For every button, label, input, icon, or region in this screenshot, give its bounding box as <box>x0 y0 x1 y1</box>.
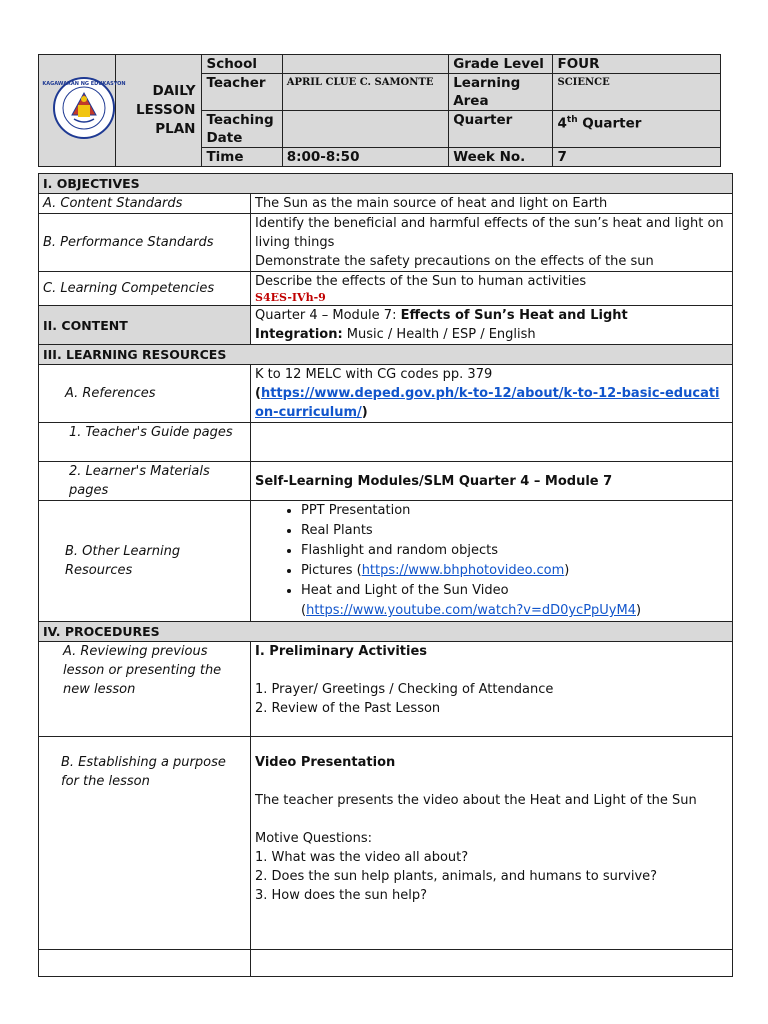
procedure-b-label: B. Establishing a purpose for the lesson <box>39 737 251 950</box>
performance-standards-value: Identify the beneficial and harmful effects of the sun’s heat and light on living things Demonstrate the safety precautions on the effects of the sun <box>251 214 733 272</box>
procedure-b-value: Video Presentation The teacher presents the video about the Heat and Light of the Sun Motive Questions: 1. What was the video all about? 2. Does the sun help plants, animals, and humans to survive? 3. How does the sun help? <box>251 737 733 950</box>
references-value: K to 12 MELC with CG codes pp. 379 (https://www.deped.gov.ph/k-to-12/about/k-to-12-basic-education-curriculum/) <box>251 365 733 423</box>
learners-materials-label: 2. Learner's Materials pages <box>39 462 251 501</box>
learning-competencies-label: C. Learning Competencies <box>39 272 251 306</box>
list-item: • Heat and Light of the Sun Video (https://www.youtube.com/watch?v=dD0ycPpUyM4) <box>301 581 728 621</box>
week-label: Week No. <box>449 148 553 167</box>
list-item: • PPT Presentation <box>301 501 728 521</box>
section-content: II. CONTENT <box>39 306 251 345</box>
competency-code: S4ES-IVh-9 <box>255 291 326 304</box>
empty-cell <box>251 950 733 977</box>
deped-seal-icon <box>39 63 126 153</box>
quarter-value: 4th Quarter <box>553 111 721 148</box>
header-table <box>38 54 721 167</box>
bhphoto-link[interactable]: https://www.bhphotovideo.com <box>361 563 565 578</box>
svg-text:KAGAWARAN NG EDUKASYON: KAGAWARAN NG EDUKASYON <box>42 81 126 87</box>
youtube-link[interactable]: https://www.youtube.com/watch?v=dD0ycPpUyM4 <box>306 603 636 618</box>
teaching-date-label: Teaching Date <box>202 111 282 148</box>
school-value <box>282 55 448 74</box>
quarter-label: Quarter <box>449 111 553 148</box>
area-label: Learning Area <box>449 74 553 111</box>
list-item: • Real Plants <box>301 521 728 541</box>
procedure-a-value: I. Preliminary Activities 1. Prayer/ Greetings / Checking of Attendance 2. Review of the Past Lesson <box>251 642 733 737</box>
deped-logo-cell <box>39 55 126 167</box>
teaching-date-value <box>282 111 448 148</box>
teachers-guide-value <box>251 423 733 462</box>
learners-materials-value: Self-Learning Modules/SLM Quarter 4 – Module 7 <box>251 462 733 501</box>
other-resources-label: B. Other Learning Resources <box>39 501 251 622</box>
list-item: • Pictures (https://www.bhphotovideo.com) <box>301 561 728 581</box>
learning-competencies-value: Describe the effects of the Sun to human activities S4ES-IVh-9 <box>251 272 733 306</box>
dlp-title: DAILY LESSON PLAN <box>116 55 202 167</box>
section-procedures: IV. PROCEDURES <box>39 622 733 642</box>
school-label: School <box>202 55 282 74</box>
teacher-label: Teacher <box>202 74 282 111</box>
week-value: 7 <box>553 148 721 167</box>
lesson-plan-table <box>38 173 733 977</box>
performance-standards-label: B. Performance Standards <box>39 214 251 272</box>
time-value: 8:00-8:50 <box>282 148 448 167</box>
content-value: Quarter 4 – Module 7: Effects of Sun’s Heat and Light Integration: Music / Health / ESP / English <box>251 306 733 345</box>
other-resources-list <box>251 501 733 622</box>
time-label: Time <box>202 148 282 167</box>
teachers-guide-label: 1. Teacher's Guide pages <box>39 423 251 462</box>
section-learning-resources: III. LEARNING RESOURCES <box>39 345 733 365</box>
deped-curriculum-link[interactable]: https://www.deped.gov.ph/k-to-12/about/k-to-12-basic-education-curriculum/ <box>255 386 720 420</box>
teacher-value: APRIL CLUE C. SAMONTE <box>282 74 448 111</box>
content-standards-label: A. Content Standards <box>39 194 251 214</box>
section-objectives: I. OBJECTIVES <box>39 174 733 194</box>
content-standards-value: The Sun as the main source of heat and light on Earth <box>251 194 733 214</box>
area-value: SCIENCE <box>553 74 721 111</box>
empty-cell <box>39 950 251 977</box>
grade-value: FOUR <box>553 55 721 74</box>
references-label: A. References <box>39 365 251 423</box>
grade-label: Grade Level <box>449 55 553 74</box>
procedure-a-label: A. Reviewing previous lesson or presenting the new lesson <box>39 642 251 737</box>
list-item: • Flashlight and random objects <box>301 541 728 561</box>
